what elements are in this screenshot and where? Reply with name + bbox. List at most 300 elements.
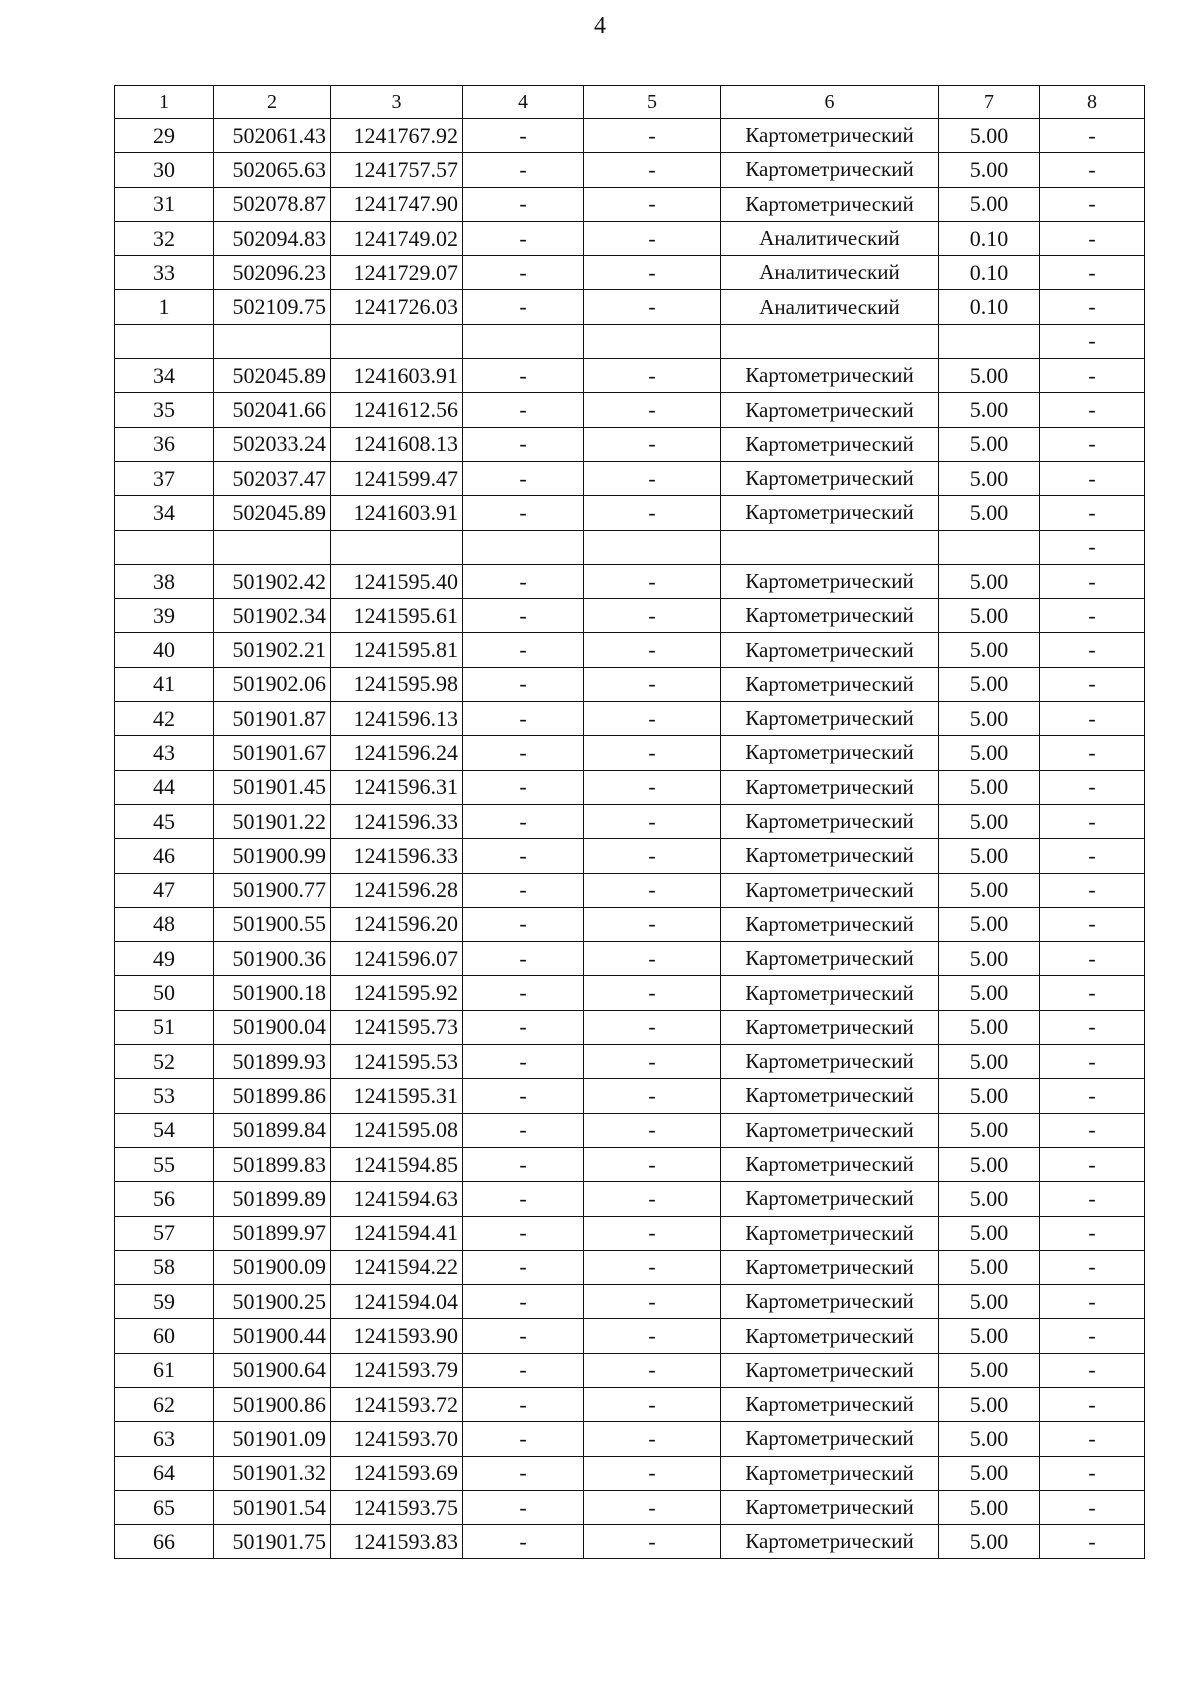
y-coordinate-cell: 1241726.03: [331, 290, 463, 324]
column-4-cell: -: [463, 221, 584, 255]
accuracy-cell: 5.00: [939, 1490, 1040, 1524]
table-row: [115, 427, 1145, 461]
accuracy-cell: 5.00: [939, 736, 1040, 770]
column-4-cell: -: [463, 1010, 584, 1044]
y-coordinate-cell: 1241595.81: [331, 633, 463, 667]
table-row: [115, 976, 1145, 1010]
point-number-cell: 44: [115, 770, 214, 804]
method-cell: Картометрический: [721, 1113, 939, 1147]
column-8-cell: -: [1040, 907, 1145, 941]
method-cell: Картометрический: [721, 1490, 939, 1524]
column-5-cell: -: [584, 119, 721, 153]
x-coordinate-cell: 501899.97: [214, 1216, 331, 1250]
table-row: [115, 187, 1145, 221]
table-row: [115, 324, 1145, 358]
method-cell: Картометрический: [721, 1147, 939, 1181]
x-coordinate-cell: 501900.04: [214, 1010, 331, 1044]
column-8-cell: -: [1040, 1285, 1145, 1319]
y-coordinate-cell: 1241596.28: [331, 873, 463, 907]
table-row: [115, 1113, 1145, 1147]
column-4-cell: -: [463, 907, 584, 941]
column-5-cell: -: [584, 1525, 721, 1559]
accuracy-cell: 5.00: [939, 1353, 1040, 1387]
column-header: 3: [331, 86, 463, 119]
accuracy-cell: 5.00: [939, 1010, 1040, 1044]
column-8-cell: -: [1040, 119, 1145, 153]
column-5-cell: -: [584, 1250, 721, 1284]
method-cell: Картометрический: [721, 633, 939, 667]
accuracy-cell: 5.00: [939, 599, 1040, 633]
point-number-cell: 31: [115, 187, 214, 221]
column-5-cell: -: [584, 1456, 721, 1490]
method-cell: Картометрический: [721, 119, 939, 153]
column-5-cell: -: [584, 1319, 721, 1353]
column-5-cell: -: [584, 1422, 721, 1456]
y-coordinate-cell: 1241596.07: [331, 942, 463, 976]
method-cell: Картометрический: [721, 1216, 939, 1250]
x-coordinate-cell: 502033.24: [214, 427, 331, 461]
column-8-cell: -: [1040, 942, 1145, 976]
y-coordinate-cell: 1241596.13: [331, 702, 463, 736]
y-coordinate-cell: 1241593.69: [331, 1456, 463, 1490]
column-4-cell: -: [463, 427, 584, 461]
method-cell: Аналитический: [721, 290, 939, 324]
y-coordinate-cell: 1241608.13: [331, 427, 463, 461]
column-header: 1: [115, 86, 214, 119]
column-4-cell: -: [463, 873, 584, 907]
method-cell: Картометрический: [721, 1422, 939, 1456]
point-number-cell: 54: [115, 1113, 214, 1147]
method-cell: Картометрический: [721, 1387, 939, 1421]
column-8-cell: -: [1040, 702, 1145, 736]
x-coordinate-cell: 501899.84: [214, 1113, 331, 1147]
method-cell: Картометрический: [721, 427, 939, 461]
y-coordinate-cell: 1241749.02: [331, 221, 463, 255]
y-coordinate-cell: 1241593.79: [331, 1353, 463, 1387]
column-8-cell: -: [1040, 496, 1145, 530]
table-row: [115, 461, 1145, 495]
point-number-cell: 61: [115, 1353, 214, 1387]
column-header: 6: [721, 86, 939, 119]
column-4-cell: -: [463, 256, 584, 290]
x-coordinate-cell: [214, 530, 331, 564]
method-cell: Картометрический: [721, 496, 939, 530]
x-coordinate-cell: 501900.55: [214, 907, 331, 941]
x-coordinate-cell: 501900.77: [214, 873, 331, 907]
column-8-cell: -: [1040, 256, 1145, 290]
x-coordinate-cell: 501899.83: [214, 1147, 331, 1181]
point-number-cell: [115, 530, 214, 564]
column-8-cell: -: [1040, 770, 1145, 804]
column-5-cell: -: [584, 256, 721, 290]
y-coordinate-cell: 1241594.04: [331, 1285, 463, 1319]
column-5-cell: [584, 324, 721, 358]
x-coordinate-cell: 501901.87: [214, 702, 331, 736]
column-5-cell: -: [584, 702, 721, 736]
x-coordinate-cell: 502078.87: [214, 187, 331, 221]
y-coordinate-cell: [331, 530, 463, 564]
y-coordinate-cell: 1241603.91: [331, 496, 463, 530]
column-8-cell: -: [1040, 290, 1145, 324]
column-5-cell: -: [584, 496, 721, 530]
accuracy-cell: 5.00: [939, 839, 1040, 873]
column-4-cell: -: [463, 564, 584, 598]
x-coordinate-cell: 501900.25: [214, 1285, 331, 1319]
table-row: [115, 804, 1145, 838]
x-coordinate-cell: 502096.23: [214, 256, 331, 290]
accuracy-cell: 5.00: [939, 1285, 1040, 1319]
accuracy-cell: 0.10: [939, 221, 1040, 255]
method-cell: Картометрический: [721, 1285, 939, 1319]
x-coordinate-cell: 502045.89: [214, 359, 331, 393]
x-coordinate-cell: 501901.09: [214, 1422, 331, 1456]
accuracy-cell: 5.00: [939, 496, 1040, 530]
accuracy-cell: 5.00: [939, 770, 1040, 804]
column-4-cell: -: [463, 153, 584, 187]
column-8-cell: -: [1040, 736, 1145, 770]
column-5-cell: -: [584, 839, 721, 873]
column-5-cell: -: [584, 804, 721, 838]
y-coordinate-cell: 1241747.90: [331, 187, 463, 221]
y-coordinate-cell: 1241595.53: [331, 1045, 463, 1079]
column-5-cell: -: [584, 1182, 721, 1216]
column-8-cell: -: [1040, 564, 1145, 598]
accuracy-cell: 5.00: [939, 119, 1040, 153]
column-4-cell: -: [463, 633, 584, 667]
y-coordinate-cell: 1241757.57: [331, 153, 463, 187]
point-number-cell: 36: [115, 427, 214, 461]
point-number-cell: 46: [115, 839, 214, 873]
table-row: [115, 1422, 1145, 1456]
column-8-cell: -: [1040, 1525, 1145, 1559]
point-number-cell: 59: [115, 1285, 214, 1319]
column-header: 2: [214, 86, 331, 119]
column-4-cell: -: [463, 1319, 584, 1353]
accuracy-cell: 5.00: [939, 1422, 1040, 1456]
table-row: [115, 839, 1145, 873]
column-8-cell: -: [1040, 1353, 1145, 1387]
accuracy-cell: 5.00: [939, 1182, 1040, 1216]
method-cell: Картометрический: [721, 1079, 939, 1113]
point-number-cell: 43: [115, 736, 214, 770]
accuracy-cell: 5.00: [939, 667, 1040, 701]
column-5-cell: -: [584, 564, 721, 598]
method-cell: Картометрический: [721, 873, 939, 907]
accuracy-cell: 0.10: [939, 290, 1040, 324]
x-coordinate-cell: 502037.47: [214, 461, 331, 495]
point-number-cell: 66: [115, 1525, 214, 1559]
point-number-cell: 37: [115, 461, 214, 495]
point-number-cell: 33: [115, 256, 214, 290]
y-coordinate-cell: 1241612.56: [331, 393, 463, 427]
column-header: 5: [584, 86, 721, 119]
method-cell: Картометрический: [721, 667, 939, 701]
column-4-cell: -: [463, 702, 584, 736]
column-8-cell: -: [1040, 1250, 1145, 1284]
table-row: [115, 1182, 1145, 1216]
y-coordinate-cell: 1241593.70: [331, 1422, 463, 1456]
method-cell: Картометрический: [721, 770, 939, 804]
point-number-cell: 48: [115, 907, 214, 941]
column-8-cell: -: [1040, 1045, 1145, 1079]
column-8-cell: -: [1040, 1079, 1145, 1113]
table-row: [115, 667, 1145, 701]
table-row: [115, 633, 1145, 667]
y-coordinate-cell: 1241596.33: [331, 804, 463, 838]
point-number-cell: 47: [115, 873, 214, 907]
column-5-cell: -: [584, 393, 721, 427]
x-coordinate-cell: [214, 324, 331, 358]
column-4-cell: -: [463, 667, 584, 701]
column-4-cell: -: [463, 1422, 584, 1456]
accuracy-cell: 5.00: [939, 1079, 1040, 1113]
column-5-cell: -: [584, 1147, 721, 1181]
method-cell: Аналитический: [721, 221, 939, 255]
method-cell: Аналитический: [721, 256, 939, 290]
column-8-cell: -: [1040, 1147, 1145, 1181]
column-4-cell: [463, 530, 584, 564]
column-4-cell: -: [463, 1113, 584, 1147]
accuracy-cell: 5.00: [939, 1525, 1040, 1559]
method-cell: Картометрический: [721, 1319, 939, 1353]
method-cell: Картометрический: [721, 1525, 939, 1559]
table-row: [115, 221, 1145, 255]
column-5-cell: [584, 530, 721, 564]
table-row: [115, 496, 1145, 530]
method-cell: Картометрический: [721, 1010, 939, 1044]
x-coordinate-cell: 501902.42: [214, 564, 331, 598]
column-4-cell: -: [463, 1490, 584, 1524]
method-cell: [721, 530, 939, 564]
method-cell: Картометрический: [721, 153, 939, 187]
column-4-cell: -: [463, 1456, 584, 1490]
method-cell: Картометрический: [721, 1045, 939, 1079]
y-coordinate-cell: 1241595.31: [331, 1079, 463, 1113]
method-cell: Картометрический: [721, 187, 939, 221]
table-row: [115, 1319, 1145, 1353]
column-4-cell: -: [463, 1182, 584, 1216]
accuracy-cell: 5.00: [939, 393, 1040, 427]
column-4-cell: -: [463, 1147, 584, 1181]
column-4-cell: -: [463, 461, 584, 495]
column-8-cell: -: [1040, 461, 1145, 495]
x-coordinate-cell: 502109.75: [214, 290, 331, 324]
table-body: [115, 119, 1145, 1559]
column-5-cell: -: [584, 187, 721, 221]
y-coordinate-cell: 1241596.31: [331, 770, 463, 804]
method-cell: Картометрический: [721, 804, 939, 838]
column-5-cell: -: [584, 1285, 721, 1319]
column-5-cell: -: [584, 1490, 721, 1524]
x-coordinate-cell: 501900.86: [214, 1387, 331, 1421]
column-5-cell: -: [584, 290, 721, 324]
column-header: 8: [1040, 86, 1145, 119]
y-coordinate-cell: 1241595.98: [331, 667, 463, 701]
y-coordinate-cell: 1241594.63: [331, 1182, 463, 1216]
column-4-cell: -: [463, 1525, 584, 1559]
column-header: 7: [939, 86, 1040, 119]
point-number-cell: 29: [115, 119, 214, 153]
table-row: [115, 1456, 1145, 1490]
x-coordinate-cell: 501899.89: [214, 1182, 331, 1216]
accuracy-cell: [939, 530, 1040, 564]
table-row: [115, 702, 1145, 736]
accuracy-cell: 5.00: [939, 907, 1040, 941]
column-5-cell: -: [584, 1353, 721, 1387]
x-coordinate-cell: 501900.36: [214, 942, 331, 976]
table-row: [115, 1045, 1145, 1079]
point-number-cell: 65: [115, 1490, 214, 1524]
x-coordinate-cell: 501901.67: [214, 736, 331, 770]
x-coordinate-cell: 501901.22: [214, 804, 331, 838]
column-5-cell: -: [584, 976, 721, 1010]
point-number-cell: 32: [115, 221, 214, 255]
table-row: [115, 1147, 1145, 1181]
accuracy-cell: 5.00: [939, 1216, 1040, 1250]
page-number: 4: [594, 13, 606, 39]
table-row: [115, 290, 1145, 324]
point-number-cell: 40: [115, 633, 214, 667]
column-4-cell: -: [463, 1353, 584, 1387]
column-8-cell: -: [1040, 1387, 1145, 1421]
y-coordinate-cell: 1241594.41: [331, 1216, 463, 1250]
table-row: [115, 1525, 1145, 1559]
x-coordinate-cell: 501900.18: [214, 976, 331, 1010]
column-5-cell: -: [584, 1010, 721, 1044]
x-coordinate-cell: 501900.64: [214, 1353, 331, 1387]
y-coordinate-cell: 1241596.33: [331, 839, 463, 873]
point-number-cell: [115, 324, 214, 358]
y-coordinate-cell: 1241595.08: [331, 1113, 463, 1147]
y-coordinate-cell: 1241599.47: [331, 461, 463, 495]
column-4-cell: -: [463, 359, 584, 393]
y-coordinate-cell: 1241595.61: [331, 599, 463, 633]
table-row: [115, 1079, 1145, 1113]
point-number-cell: 50: [115, 976, 214, 1010]
point-number-cell: 34: [115, 359, 214, 393]
table-row: [115, 873, 1145, 907]
method-cell: Картометрический: [721, 1182, 939, 1216]
column-8-cell: -: [1040, 530, 1145, 564]
x-coordinate-cell: 502065.63: [214, 153, 331, 187]
table-row: [115, 256, 1145, 290]
table-row: [115, 1285, 1145, 1319]
accuracy-cell: 5.00: [939, 187, 1040, 221]
x-coordinate-cell: 501901.75: [214, 1525, 331, 1559]
column-8-cell: -: [1040, 359, 1145, 393]
column-4-cell: -: [463, 1216, 584, 1250]
point-number-cell: 30: [115, 153, 214, 187]
y-coordinate-cell: 1241595.73: [331, 1010, 463, 1044]
accuracy-cell: 5.00: [939, 1045, 1040, 1079]
column-5-cell: -: [584, 873, 721, 907]
accuracy-cell: 5.00: [939, 1319, 1040, 1353]
y-coordinate-cell: 1241593.72: [331, 1387, 463, 1421]
column-8-cell: -: [1040, 839, 1145, 873]
column-5-cell: -: [584, 1079, 721, 1113]
column-4-cell: -: [463, 290, 584, 324]
column-4-cell: -: [463, 804, 584, 838]
table-row: [115, 530, 1145, 564]
column-4-cell: -: [463, 942, 584, 976]
x-coordinate-cell: 501902.06: [214, 667, 331, 701]
method-cell: Картометрический: [721, 1250, 939, 1284]
column-8-cell: -: [1040, 804, 1145, 838]
y-coordinate-cell: 1241595.92: [331, 976, 463, 1010]
x-coordinate-cell: 502061.43: [214, 119, 331, 153]
column-5-cell: -: [584, 359, 721, 393]
point-number-cell: 42: [115, 702, 214, 736]
table-row: [115, 599, 1145, 633]
table-row: [115, 119, 1145, 153]
x-coordinate-cell: 501901.54: [214, 1490, 331, 1524]
accuracy-cell: 0.10: [939, 256, 1040, 290]
column-4-cell: -: [463, 770, 584, 804]
table-row: [115, 153, 1145, 187]
point-number-cell: 64: [115, 1456, 214, 1490]
accuracy-cell: 5.00: [939, 804, 1040, 838]
x-coordinate-cell: 501902.34: [214, 599, 331, 633]
method-cell: Картометрический: [721, 359, 939, 393]
column-4-cell: -: [463, 976, 584, 1010]
y-coordinate-cell: 1241593.83: [331, 1525, 463, 1559]
column-8-cell: -: [1040, 393, 1145, 427]
column-5-cell: -: [584, 1216, 721, 1250]
accuracy-cell: 5.00: [939, 1387, 1040, 1421]
point-number-cell: 45: [115, 804, 214, 838]
table-row: [115, 1387, 1145, 1421]
accuracy-cell: 5.00: [939, 427, 1040, 461]
column-5-cell: -: [584, 942, 721, 976]
accuracy-cell: 5.00: [939, 461, 1040, 495]
column-8-cell: -: [1040, 1490, 1145, 1524]
x-coordinate-cell: 501901.45: [214, 770, 331, 804]
method-cell: Картометрический: [721, 702, 939, 736]
column-8-cell: -: [1040, 187, 1145, 221]
x-coordinate-cell: 501900.44: [214, 1319, 331, 1353]
table-row: [115, 564, 1145, 598]
table-row: [115, 907, 1145, 941]
column-4-cell: -: [463, 1250, 584, 1284]
x-coordinate-cell: 501901.32: [214, 1456, 331, 1490]
column-5-cell: -: [584, 427, 721, 461]
table-row: [115, 1250, 1145, 1284]
method-cell: Картометрический: [721, 907, 939, 941]
x-coordinate-cell: 502041.66: [214, 393, 331, 427]
point-number-cell: 63: [115, 1422, 214, 1456]
column-8-cell: -: [1040, 873, 1145, 907]
method-cell: [721, 324, 939, 358]
column-8-cell: -: [1040, 599, 1145, 633]
accuracy-cell: 5.00: [939, 702, 1040, 736]
table-row: [115, 1353, 1145, 1387]
column-5-cell: -: [584, 633, 721, 667]
table-row: [115, 770, 1145, 804]
y-coordinate-cell: 1241593.75: [331, 1490, 463, 1524]
column-5-cell: -: [584, 221, 721, 255]
point-number-cell: 49: [115, 942, 214, 976]
column-5-cell: -: [584, 667, 721, 701]
column-header: 4: [463, 86, 584, 119]
accuracy-cell: 5.00: [939, 1250, 1040, 1284]
accuracy-cell: 5.00: [939, 564, 1040, 598]
column-5-cell: -: [584, 907, 721, 941]
column-8-cell: -: [1040, 1010, 1145, 1044]
column-4-cell: -: [463, 1079, 584, 1113]
y-coordinate-cell: 1241593.90: [331, 1319, 463, 1353]
x-coordinate-cell: 501900.09: [214, 1250, 331, 1284]
y-coordinate-cell: 1241603.91: [331, 359, 463, 393]
